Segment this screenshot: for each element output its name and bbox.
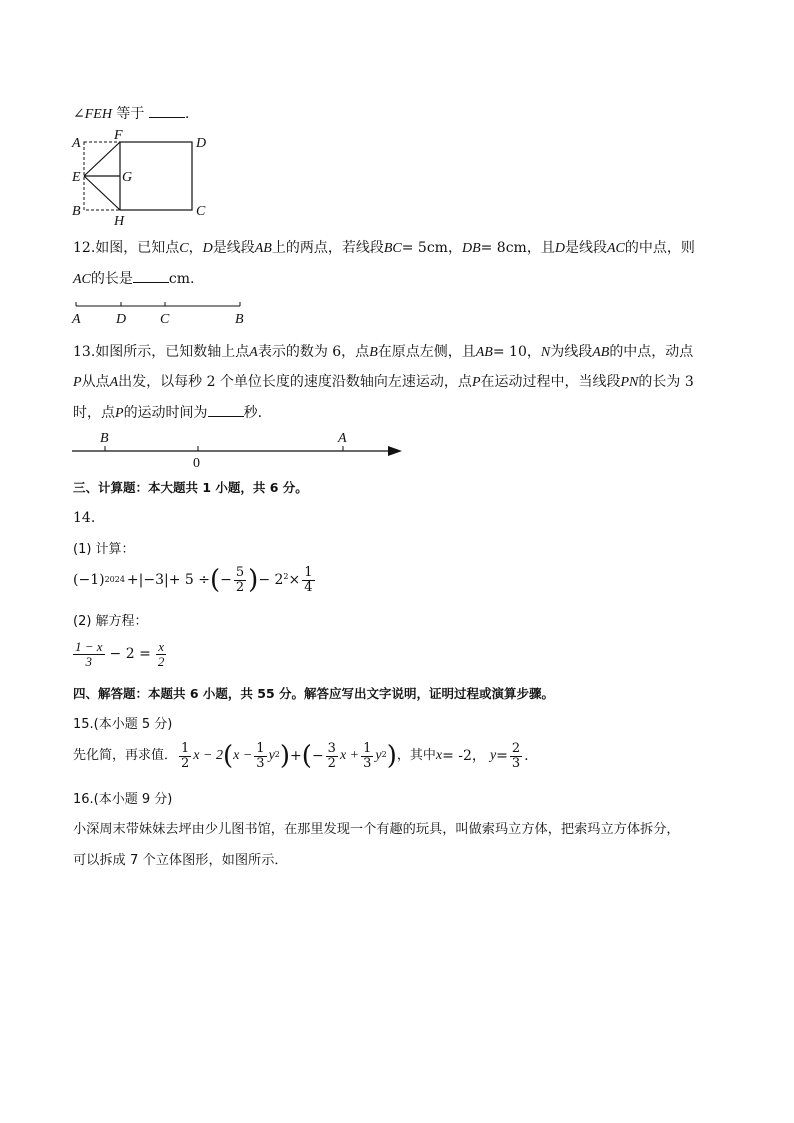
fraction-5-2 bbox=[234, 566, 246, 594]
q15-term: x − bbox=[233, 747, 253, 763]
q15-condition: ，其中 bbox=[396, 748, 436, 764]
q14-part2-label: (2) 解方程： bbox=[73, 614, 148, 629]
label-g: G bbox=[122, 170, 133, 185]
q13-answer-blank bbox=[208, 404, 244, 417]
q14-part1-label: (1) 计算： bbox=[73, 542, 135, 557]
q13-pn: PN bbox=[620, 375, 639, 390]
q13-a: A bbox=[249, 345, 258, 360]
segment-figure bbox=[68, 296, 258, 328]
label-a: A bbox=[72, 136, 81, 151]
q13-ab: AB bbox=[475, 345, 493, 360]
q15-y-var: y bbox=[489, 747, 497, 763]
frac-num: x bbox=[158, 639, 164, 654]
q13-line2 bbox=[73, 374, 694, 392]
left-paren: ( bbox=[301, 741, 312, 772]
q13-text: 在运动过程中，当线段 bbox=[480, 374, 621, 390]
q12-text: 是线段 bbox=[212, 240, 255, 256]
q13-p: P bbox=[471, 375, 481, 390]
section-4-heading: 四、解答题：本题共 6 小题，共 55 分。解答应写出文字说明，证明过程或演算步骤。 bbox=[73, 686, 555, 701]
frac-num: 1 bbox=[256, 741, 265, 756]
q13-text: 的运动时间为 bbox=[123, 405, 208, 421]
section-3-heading: 三、计算题：本大题共 1 小题，共 6 分。 bbox=[73, 480, 308, 495]
expr-neg: − bbox=[220, 571, 232, 588]
frac-num: 2 bbox=[511, 741, 521, 756]
fraction-1-2 bbox=[179, 742, 191, 770]
left-paren: ( bbox=[222, 741, 234, 772]
q13-text: 为线段 bbox=[550, 344, 593, 360]
q15-term: x + bbox=[339, 747, 360, 763]
q12-c: C bbox=[179, 241, 189, 256]
q13-text: 表示的数为 6，点 bbox=[257, 344, 370, 360]
line-ef bbox=[84, 142, 120, 176]
q13-n: N bbox=[540, 345, 551, 360]
q13-text: ， bbox=[526, 344, 541, 360]
right-paren: ) bbox=[279, 741, 291, 772]
label-f: F bbox=[114, 128, 123, 143]
q12-text: 的中点，则 bbox=[624, 240, 695, 256]
label-b: B bbox=[100, 431, 109, 446]
q12-text: 是线段 bbox=[564, 240, 607, 256]
q12-text: 12.如图，已知点 bbox=[73, 240, 180, 256]
label-c: C bbox=[196, 204, 206, 219]
q13-text: 在原点左侧，且 bbox=[377, 344, 476, 360]
q12-ab: AB bbox=[254, 241, 272, 256]
frac-num: 5 bbox=[235, 565, 245, 580]
right-paren: ) bbox=[248, 565, 259, 596]
label-e: E bbox=[72, 170, 81, 185]
frac-den: 3 bbox=[363, 755, 372, 771]
q14-number: 14. bbox=[73, 510, 96, 526]
q13-text: 秒 bbox=[243, 405, 258, 421]
fraction-1-3 bbox=[361, 742, 373, 770]
q15-x-value: = -2， bbox=[442, 747, 486, 764]
q15-term: x − 2 bbox=[193, 747, 223, 763]
q15-heading: 15.(本小题 5 分) bbox=[73, 717, 173, 732]
label-a: A bbox=[72, 312, 81, 327]
number-line-figure bbox=[68, 428, 408, 472]
expr-times: × bbox=[288, 571, 301, 588]
fraction-1-minus-x-over-3 bbox=[73, 640, 105, 668]
q13-text: 13.如图所示，已知数轴上点 bbox=[73, 344, 250, 360]
frac-den: 3 bbox=[511, 755, 521, 771]
q13-line3 bbox=[73, 404, 262, 423]
q15-y: y bbox=[268, 747, 275, 763]
q15-period: . bbox=[524, 747, 529, 764]
q14-expression-2 bbox=[73, 640, 168, 668]
q12-text: ， bbox=[447, 240, 462, 256]
q13-ab-value: = 10 bbox=[492, 344, 527, 360]
label-b: B bbox=[235, 312, 244, 327]
q12-period: . bbox=[190, 271, 195, 287]
frac-num: 1 bbox=[181, 741, 190, 756]
frac-den: 3 bbox=[256, 755, 265, 771]
expr-square: 2 bbox=[283, 572, 289, 581]
q16-heading: 16.(本小题 9 分) bbox=[73, 792, 173, 807]
q12-d: D bbox=[202, 241, 213, 256]
q12-text: ，且 bbox=[526, 240, 555, 256]
q16-line2: 可以拆成 7 个立体图形，如图所示． bbox=[73, 853, 288, 868]
fold-rectangle-figure bbox=[68, 128, 218, 228]
frac-num: 1 − x bbox=[75, 639, 103, 654]
fraction-3-2 bbox=[326, 742, 338, 770]
q12-bc-value: = 5cm bbox=[401, 240, 448, 256]
q13-p: P bbox=[115, 406, 124, 421]
q15-expression bbox=[73, 742, 529, 770]
label-h: H bbox=[114, 214, 125, 228]
left-paren: ( bbox=[210, 565, 221, 596]
q13-ab: AB bbox=[592, 345, 610, 360]
frac-den: 2 bbox=[181, 755, 190, 771]
q15-plus: + bbox=[290, 747, 302, 764]
frac-num: 1 bbox=[363, 741, 372, 756]
frac-den: 2 bbox=[157, 653, 165, 669]
expr-exponent: 2024 bbox=[104, 575, 125, 585]
frac-den: 4 bbox=[304, 579, 313, 595]
q12-line2 bbox=[73, 270, 194, 289]
arrow-right-icon bbox=[388, 446, 402, 456]
expr-base: (−1) bbox=[73, 571, 105, 588]
fraction-1-3 bbox=[254, 742, 266, 770]
q13-period: . bbox=[257, 405, 263, 421]
fraction-x-over-2 bbox=[156, 640, 167, 668]
q12-bc: BC bbox=[383, 241, 402, 256]
q13-p: P bbox=[73, 375, 82, 390]
q12-text: ， bbox=[188, 240, 203, 256]
q15-square: 2 bbox=[274, 750, 280, 759]
angle-feh: ∠FEH bbox=[73, 107, 112, 122]
q12-ac: AC bbox=[73, 272, 91, 287]
q13-text: 的中点，动点 bbox=[609, 344, 694, 360]
right-paren: ) bbox=[386, 741, 397, 772]
q15-square: 2 bbox=[381, 750, 387, 759]
q15-y-eq: = bbox=[496, 747, 508, 764]
q15-y: y bbox=[375, 747, 382, 763]
expr-mid: − 2 = bbox=[109, 645, 151, 662]
q13-line1 bbox=[73, 344, 693, 362]
q13-a: A bbox=[109, 375, 119, 390]
q13-text: 时，点 bbox=[73, 405, 115, 421]
q12-text: 上的两点，若线段 bbox=[271, 240, 384, 256]
q12-db-value: = 8cm bbox=[480, 240, 527, 256]
q12-ac: AC bbox=[606, 241, 625, 256]
expr-abs: +|−3|+ 5 ÷ bbox=[126, 571, 210, 588]
label-zero: 0 bbox=[193, 456, 200, 471]
q12-d: D bbox=[554, 241, 565, 256]
frac-den: 2 bbox=[235, 579, 245, 595]
q13-text: 的长为 3 bbox=[638, 374, 694, 390]
frac-num: 3 bbox=[327, 741, 336, 756]
label-a: A bbox=[338, 431, 347, 446]
label-d: D bbox=[196, 136, 207, 151]
q12-line1 bbox=[73, 240, 695, 258]
q11-period: . bbox=[184, 106, 190, 122]
q15-x-var: x bbox=[435, 747, 443, 763]
label-b: B bbox=[72, 204, 81, 219]
q11-line bbox=[73, 105, 189, 124]
q12-unit: cm bbox=[168, 271, 191, 287]
q13-text: 从点 bbox=[81, 374, 110, 390]
frac-den: 3 bbox=[85, 653, 93, 669]
label-d: D bbox=[116, 312, 127, 327]
q13-b: B bbox=[369, 345, 378, 360]
fraction-2-3 bbox=[510, 742, 522, 770]
label-c: C bbox=[160, 312, 170, 327]
q15-lead: 先化简，再求值． bbox=[73, 748, 178, 764]
fraction-1-4 bbox=[302, 566, 314, 594]
q12-text: 的长是 bbox=[90, 271, 133, 287]
expr-tail: − 2 bbox=[258, 571, 284, 588]
q16-line1: 小深周末带妹妹去坪由少儿图书馆，在那里发现一个有趣的玩具，叫做索玛立方体，把索玛立方体拆分， bbox=[73, 822, 680, 837]
q13-text: 出发，以每秒 2 个单位长度的速度沿数轴向左速运动，点 bbox=[118, 374, 472, 390]
q15-neg: − bbox=[311, 747, 324, 764]
q14-expression-1 bbox=[73, 566, 317, 594]
frac-den: 2 bbox=[327, 755, 336, 771]
q12-answer-blank bbox=[133, 270, 169, 283]
line-eh bbox=[84, 176, 120, 210]
q12-db: DB bbox=[461, 241, 481, 256]
q11-suffix: 等于 bbox=[116, 106, 145, 122]
frac-num: 1 bbox=[304, 565, 313, 580]
q11-answer-blank bbox=[149, 105, 185, 118]
